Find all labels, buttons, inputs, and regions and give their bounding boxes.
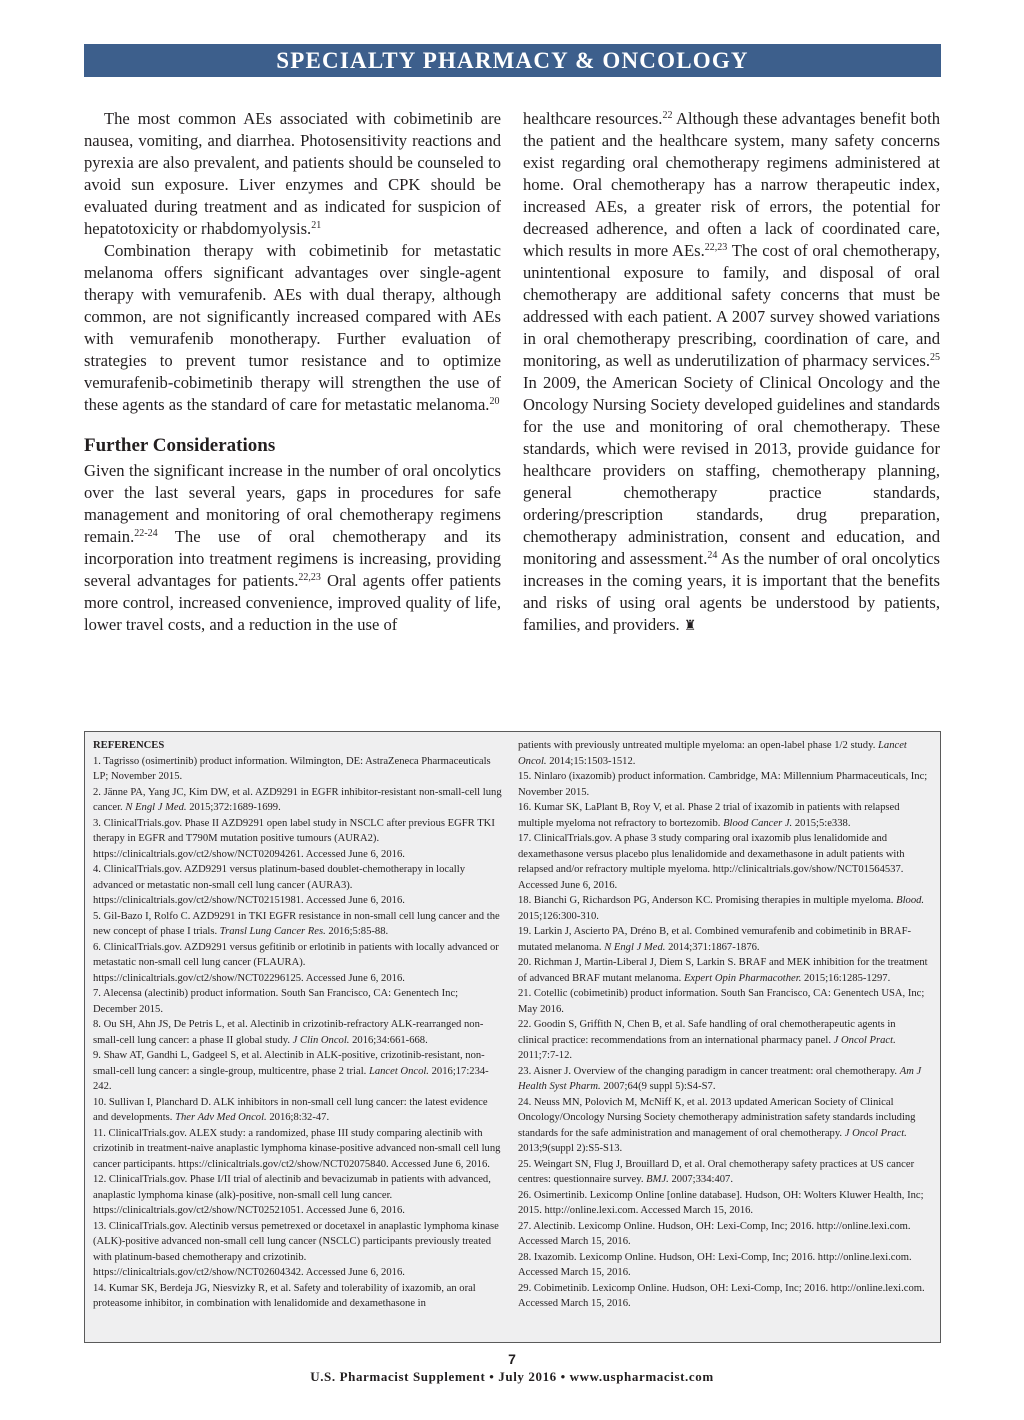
reference-item: 9. Shaw AT, Gandhi L, Gadgeel S, et al. Alectinib in ALK-positive, crizotinib-resistant, non-small-cell lung cancer: a single-group, multicentre, phase 2 trial. Lancet Oncol. 2016;17:234-242. bbox=[93, 1050, 489, 1092]
reference-item: 13. ClinicalTrials.gov. Alectinib versus pemetrexed or docetaxel in anaplastic lymphoma kinase (ALK)-positive advanced non-small cell lung cancer (NSCLC) participants previously treated with platinum-based chemotherapy and crizotinib. https://clinicaltrials.gov/ct2/show/NCT02604342. Accessed June 6, 2016. bbox=[93, 1220, 499, 1278]
paragraph: healthcare resources.$^{22}$ Although these advantages benefit both the patient and the healthcare system, many safety concerns exist regarding oral chemotherapy regimens administered at home. Oral chemotherapy has a narrow therapeutic index, increased AEs, a greater risk of errors, the potential for decreased adherence, and often a lack of coordinated care, which results in more AEs.$^{22,23}$ The cost of oral chemotherapy, unintentional exposure to family, and disposal of oral chemotherapy are additional safety concerns that must be addressed with each patient. A 2007 survey showed variations in oral chemotherapy prescribing, coordination of care, and monitoring, as well as underutilization of pharmacy services.$^{25}$ In 2009, the American Society of Clinical Oncology and the Oncology Nursing Society developed guidelines and standards for the use and monitoring of oral chemotherapy. These standards, which were revised in 2013, provide guidance for healthcare providers on staffing, chemotherapy planning, general chemotherapy practice standards, ordering/prescription standards, drug preparation, chemotherapy administration, consent and education, and monitoring and assessment.$^{24}$ As the number of oral oncolytics increases in the coming years, it is important that the benefits and risks of using oral agents be understood by patients, families, and providers. ♜ bbox=[523, 109, 940, 634]
reference-item: 12. ClinicalTrials.gov. Phase I/II trial of alectinib and bevacizumab in patients with advanced, anaplastic lymphoma kinase (alk)-positive, non-small cell lung cancer. https://clinicaltrials.gov/ct2/show/NCT02521051. Accessed June 6, 2016. bbox=[93, 1174, 491, 1216]
reference-item: 26. Osimertinib. Lexicomp Online [online database]. Hudson, OH: Wolters Kluwer Health, Inc; 2015. http://online.lexi.com. Accessed March 15, 2016. bbox=[518, 1189, 924, 1216]
reference-item: 23. Aisner J. Overview of the changing paradigm in cancer treatment: oral chemotherapy. Am J Health Syst Pharm. 2007;64(9 suppl 5):S4-S7. bbox=[518, 1065, 922, 1092]
reference-item: 20. Richman J, Martin-Liberal J, Diem S, Larkin S. BRAF and MEK inhibition for the treatment of advanced BRAF mutant melanoma. Expert Opin Pharmacother. 2015;16:1285-1297. bbox=[518, 957, 928, 984]
reference-journal: J Oncol Pract. bbox=[833, 1034, 896, 1046]
reference-item: 4. ClinicalTrials.gov. AZD9291 versus platinum-based doublet-chemotherapy in locally advanced or metastatic non-small cell lung cancer (AURA3). https://clinicaltrials.gov/ct2/show/NCT02151981. Accessed June 6, 2016. bbox=[93, 864, 465, 906]
reference-journal: N Engl J Med. bbox=[125, 802, 187, 813]
reference-journal: Transl Lung Cancer Res. bbox=[219, 926, 326, 937]
reference-item: 2. Jänne PA, Yang JC, Kim DW, et al. AZD9291 in EGFR inhibitor-resistant non-small-cell lung cancer. N Engl J Med. 2015;372:1689-1699. bbox=[93, 786, 502, 813]
reference-item: 15. Ninlaro (ixazomib) product information. Cambridge, MA: Millennium Pharmaceuticals, Inc; November 2015. bbox=[518, 771, 928, 798]
reference-journal: Ther Adv Med Oncol. bbox=[175, 1112, 267, 1123]
paragraph: The most common AEs associated with cobimetinib are nausea, vomiting, and diarrhea. Photosensitivity reactions and pyrexia are also prevalent, and patients should be counseled to avoid sun exposure. Liver enzymes and CPK should be evaluated during treatment and as indicated for suspicion of hepatotoxicity or rhabdomyolysis.$^{21}$ bbox=[84, 109, 501, 238]
reference-item: 18. Bianchi G, Richardson PG, Anderson KC. Promising therapies in multiple myeloma. Blood. 2015;126:300-310. bbox=[518, 895, 925, 922]
reference-item: 19. Larkin J, Ascierto PA, Dréno B, et al. Combined vemurafenib and cobimetinib in BRAF-mutated melanoma. N Engl J Med. 2014;371:1867-1876. bbox=[518, 926, 911, 953]
reference-journal: Am J Health Syst Pharm. bbox=[518, 1065, 922, 1092]
references-box bbox=[84, 731, 941, 1343]
reference-item: 21. Cotellic (cobimetinib) product information. South San Francisco, CA: Genentech USA, Inc; May 2016. bbox=[518, 988, 925, 1015]
reference-item: 14. Kumar SK, Berdeja JG, Niesvizky R, et al. Safety and tolerability of ixazomib, an oral proteasome inhibitor, in combination with lenalidomide and dexamethasone in bbox=[93, 1282, 476, 1309]
reference-item: 27. Alectinib. Lexicomp Online. Hudson, OH: Lexi-Comp, Inc; 2016. http://online.lexi.com. Accessed March 15, 2016. bbox=[518, 1220, 911, 1247]
reference-item: 25. Weingart SN, Flug J, Brouillard D, et al. Oral chemotherapy safety practices at US cancer centres: questionnaire survey. BMJ. 2007;334:407. bbox=[518, 1158, 915, 1185]
references-list-left bbox=[93, 754, 503, 1312]
section-header-band bbox=[84, 44, 941, 77]
reference-item: 28. Ixazomib. Lexicomp Online. Hudson, OH: Lexi-Comp, Inc; 2016. http://online.lexi.com. Accessed March 15, 2016. bbox=[518, 1251, 912, 1278]
reference-item: patients with previously untreated multiple myeloma: an open-label phase 1/2 study. Lancet Oncol. 2014;15:1503-1512. bbox=[518, 740, 907, 767]
references-title: REFERENCES bbox=[93, 740, 165, 751]
section-heading: Further Considerations bbox=[84, 435, 276, 456]
reference-journal: N Engl J Med. bbox=[604, 941, 666, 953]
reference-item: 6. ClinicalTrials.gov. AZD9291 versus gefitinib or erlotinib in patients with locally advanced or metastatic non-small cell lung cancer (FLAURA). https://clinicaltrials.gov/ct2/show/NCT02296125. Accessed June 6, 2016. bbox=[93, 941, 499, 984]
reference-journal: J Clin Oncol. bbox=[292, 1034, 350, 1046]
references-list-right bbox=[518, 738, 928, 1312]
reference-journal: Lancet Oncol. bbox=[518, 740, 907, 767]
reference-journal: BMJ. bbox=[646, 1174, 669, 1185]
reference-journal: Lancet Oncol. bbox=[368, 1065, 429, 1077]
reference-item: 8. Ou SH, Ahn JS, De Petris L, et al. Alectinib in crizotinib-refractory ALK-rearranged non-small-cell lung cancer: a phase II global study. J Clin Oncol. 2016;34:661-668. bbox=[93, 1019, 484, 1046]
page-footer: U.S. Pharmacist Supplement • July 2016 • www.uspharmacist.com bbox=[310, 1369, 714, 1384]
reference-item: 24. Neuss MN, Polovich M, McNiff K, et al. 2013 updated American Society of Clinical Oncology/Oncology Nursing Society chemotherapy administration safety standards including standards for the safe administration and management of oral chemotherapy. J Oncol Pract. 2013;9(suppl 2):S5-S13. bbox=[518, 1096, 916, 1154]
references-column-left bbox=[93, 738, 503, 1312]
paragraph: Given the significant increase in the number of oral oncolytics over the last several years, gaps in procedures for safe management and monitoring of oral chemotherapy regimens remain.$^{22-24}$ The use of oral chemotherapy and its incorporation into treatment regimens is increasing, providing several advantages for patients.$^{22,23}$ Oral agents offer patients more control, increased convenience, improved quality of life, lower travel costs, and a reduction in the use of bbox=[84, 461, 501, 634]
reference-item: 7. Alecensa (alectinib) product information. South San Francisco, CA: Genentech Inc; December 2015. bbox=[93, 988, 459, 1015]
paragraph: Combination therapy with cobimetinib for metastatic melanoma offers significant advantages over single-agent therapy with vemurafenib. AEs with dual therapy, although common, are not significantly increased compared with AEs with vemurafenib monotherapy. Further evaluation of strategies to prevent tumor resistance and to optimize vemurafenib-cobimetinib therapy will strengthen the use of these agents as the standard of care for metastatic melanoma.$^{20}$ bbox=[84, 241, 501, 414]
body-column-left bbox=[84, 108, 501, 636]
body-column-right bbox=[523, 108, 940, 638]
reference-item: 17. ClinicalTrials.gov. A phase 3 study comparing oral ixazomib plus lenalidomide and dexamethasone versus placebo plus lenalidomide and dexamethasone in adult patients with relapsed and/or refractory multiple myeloma. http://clinicaltrials.gov/show/NCT01564537. Accessed June 6, 2016. bbox=[518, 833, 905, 891]
section-title: SPECIALTY PHARMACY & ONCOLOGY bbox=[276, 47, 749, 73]
reference-journal: Blood. bbox=[896, 895, 925, 906]
end-of-article-icon: ♜ bbox=[683, 619, 697, 634]
reference-item: 10. Sullivan I, Planchard D. ALK inhibitors in non-small cell lung cancer: the latest evidence and developments. Ther Adv Med Oncol. 2016;8:32-47. bbox=[93, 1096, 488, 1123]
reference-item: 11. ClinicalTrials.gov. ALEX study: a randomized, phase III study comparing alectinib with crizotinib in treatment-naive anaplastic lymphoma kinase-positive advanced non-small cell lung cancer participants. https://clinicaltrials.gov/ct2/show/NCT02075840. Accessed June 6, 2016. bbox=[93, 1127, 501, 1170]
reference-item: 3. ClinicalTrials.gov. Phase II AZD9291 open label study in NSCLC after previous EGFR TKI therapy in EGFR and T790M mutation positive tumours (AURA2). https://clinicaltrials.gov/ct2/show/NCT02094261. Accessed June 6, 2016. bbox=[93, 817, 495, 860]
reference-item: 1. Tagrisso (osimertinib) product information. Wilmington, DE: AstraZeneca Pharmaceuticals LP; November 2015. bbox=[93, 755, 491, 782]
reference-item: 22. Goodin S, Griffith N, Chen B, et al. Safe handling of oral chemotherapeutic agents in clinical practice: recommendations from an international pharmacy panel. J Oncol Pract. 2011;7:7-12. bbox=[518, 1019, 896, 1061]
reference-journal: Expert Opin Pharmacother. bbox=[683, 972, 802, 984]
page-number: 7 bbox=[508, 1351, 516, 1367]
reference-item: 16. Kumar SK, LaPlant B, Roy V, et al. Phase 2 trial of ixazomib in patients with relapsed multiple myeloma not refractory to bortezomib. Blood Cancer J. 2015;5:e338. bbox=[518, 802, 900, 829]
references-column-right bbox=[518, 738, 928, 1312]
reference-item: 29. Cobimetinib. Lexicomp Online. Hudson, OH: Lexi-Comp, Inc; 2016. http://online.lexi.com. Accessed March 15, 2016. bbox=[518, 1282, 925, 1309]
reference-item: 5. Gil-Bazo I, Rolfo C. AZD9291 in TKI EGFR resistance in non-small cell lung cancer and the new concept of phase I trials. Transl Lung Cancer Res. 2016;5:85-88. bbox=[93, 910, 500, 937]
reference-journal: J Oncol Pract. bbox=[844, 1127, 907, 1139]
reference-journal: Blood Cancer J. bbox=[723, 817, 793, 829]
